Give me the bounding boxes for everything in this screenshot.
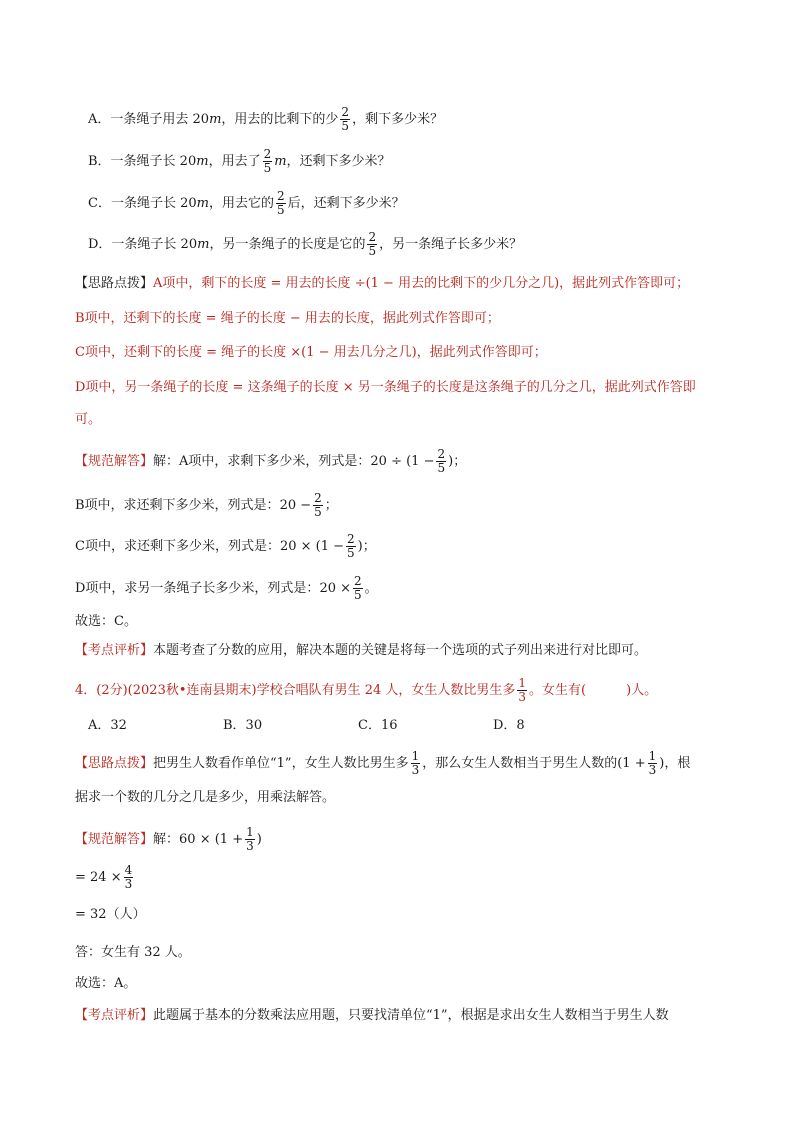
fraction: $\frac{1}{3}$	[411, 749, 420, 777]
q3-hint-line5: 可。	[75, 412, 102, 427]
option-a-prefix: A．一条绳子用去 20	[88, 112, 210, 127]
option-a-mid: ，用去的比剩下的少	[221, 112, 339, 127]
fraction: $\frac{4}{3}$	[124, 863, 133, 891]
q3-solution-d: D项中，求另一条绳子长多少米，列式是：20 × $\frac{2}{5}$ 。	[75, 574, 378, 602]
fraction: $\frac{2}{5}$	[263, 147, 272, 175]
q4-review: 【考点评析】此题属于基本的分数乘法应用题，只要找清单位“1”，根据是求出女生人数相当于男生人数	[75, 1008, 669, 1023]
fraction: $\frac{2}{5}$	[314, 491, 322, 519]
q4-solution-step1: 【规范解答】解：60 × (1 + $\frac{1}{3}$ )	[75, 825, 262, 853]
fraction: $\frac{2}{5}$	[347, 532, 355, 560]
q4-option-b: B．30	[223, 718, 263, 733]
q4-choice: 故选：A。	[75, 976, 137, 991]
q3-review: 【考点评析】本题考查了分数的应用，解决本题的关键是将每一个选项的式子列出来进行对比即可。	[75, 643, 648, 658]
fraction: $\frac{2}{5}$	[354, 574, 362, 602]
q3-hint-line3: C项中，还剩下的长度 = 绳子的长度 ×(1 − 用去几分之几)，据此列式作答即可；	[75, 345, 547, 360]
fraction: $\frac{1}{3}$	[246, 825, 254, 853]
q4-hint-line1: 【思路点拨】把男生人数看作单位“1”，女生人数比男生多 $\frac{1}{3}$ ，那么女生人数相当于男生人数的(1 + $\frac{1}{3}$ )，根	[75, 749, 691, 777]
q3-solution-c: C项中，求还剩下多少米，列式是：20 × (1 − $\frac{2}{5}$ )；	[75, 532, 376, 560]
fraction: $\frac{1}{3}$	[648, 749, 657, 777]
q3-choice: 故选：C。	[75, 614, 137, 629]
review-tag: 【考点评析】	[75, 643, 154, 658]
q4-option-c: C．16	[358, 718, 398, 733]
q3-hint-line4: D项中，另一条绳子的长度 = 这条绳子的长度 × 另一条绳子的长度是这条绳子的几分之几，据此列式作答即	[75, 380, 696, 395]
option-a	[88, 106, 443, 133]
q3-solution-b: B项中，求还剩下多少米，列式是：20 − $\frac{2}{5}$ ；	[75, 491, 338, 519]
fraction: $\frac{2}{5}$	[368, 230, 377, 258]
fraction: $\frac{2}{5}$	[341, 105, 350, 133]
option-c: C．一条绳子长 20m，用去它的 $\frac{2}{5}$ 后，还剩下多少米？	[88, 189, 405, 217]
q4-option-d: D．8	[493, 718, 525, 733]
solution-tag: 【规范解答】	[75, 454, 154, 469]
q3-hint-line1: 【思路点拨】A项中，剩下的长度 = 用去的长度 ÷(1 − 用去的比剩下的少几分之几)，据此列式作答即可；	[75, 276, 690, 291]
q4-solution-step2: = 24 × $\frac{4}{3}$	[75, 863, 133, 891]
fraction: $\frac{1}{3}$	[518, 676, 527, 704]
fraction: $\frac{2}{5}$	[276, 189, 285, 217]
q3-solution-a: 【规范解答】解：A项中，求剩下多少米，列式是：20 ÷ (1 − $\frac{2}{5}$ )；	[75, 447, 467, 475]
q4-hint-line2: 据求一个数的几分之几是多少，用乘法解答。	[75, 790, 336, 805]
q4-options	[88, 716, 525, 736]
q4-answer: 答：女生有 32 人。	[75, 945, 191, 960]
q4-solution-step3: = 32（人）	[75, 907, 146, 922]
fraction: $\frac{2}{5}$	[437, 447, 446, 475]
option-d: D．一条绳子长 20m，另一条绳子的长度是它的 $\frac{2}{5}$ ，另一条绳子长多少米？	[88, 230, 523, 258]
hint-tag: 【思路点拨】	[75, 276, 154, 291]
unit: m	[209, 112, 222, 127]
q4-option-a: A．32	[88, 718, 127, 733]
q3-hint-line2: B项中，还剩下的长度 = 绳子的长度 − 用去的长度，据此列式作答即可；	[75, 311, 500, 326]
option-b: B．一条绳子长 20m，用去了 $\frac{2}{5}$ m，还剩下多少米？	[88, 147, 391, 175]
option-a-suffix: ，剩下多少米？	[352, 112, 444, 127]
q4-stem: 4．(2分)(2023秋•连南县期末)学校合唱队有男生 24 人，女生人数比男生多 $\frac{1}{3}$ 。女生有( )人。	[75, 676, 658, 704]
